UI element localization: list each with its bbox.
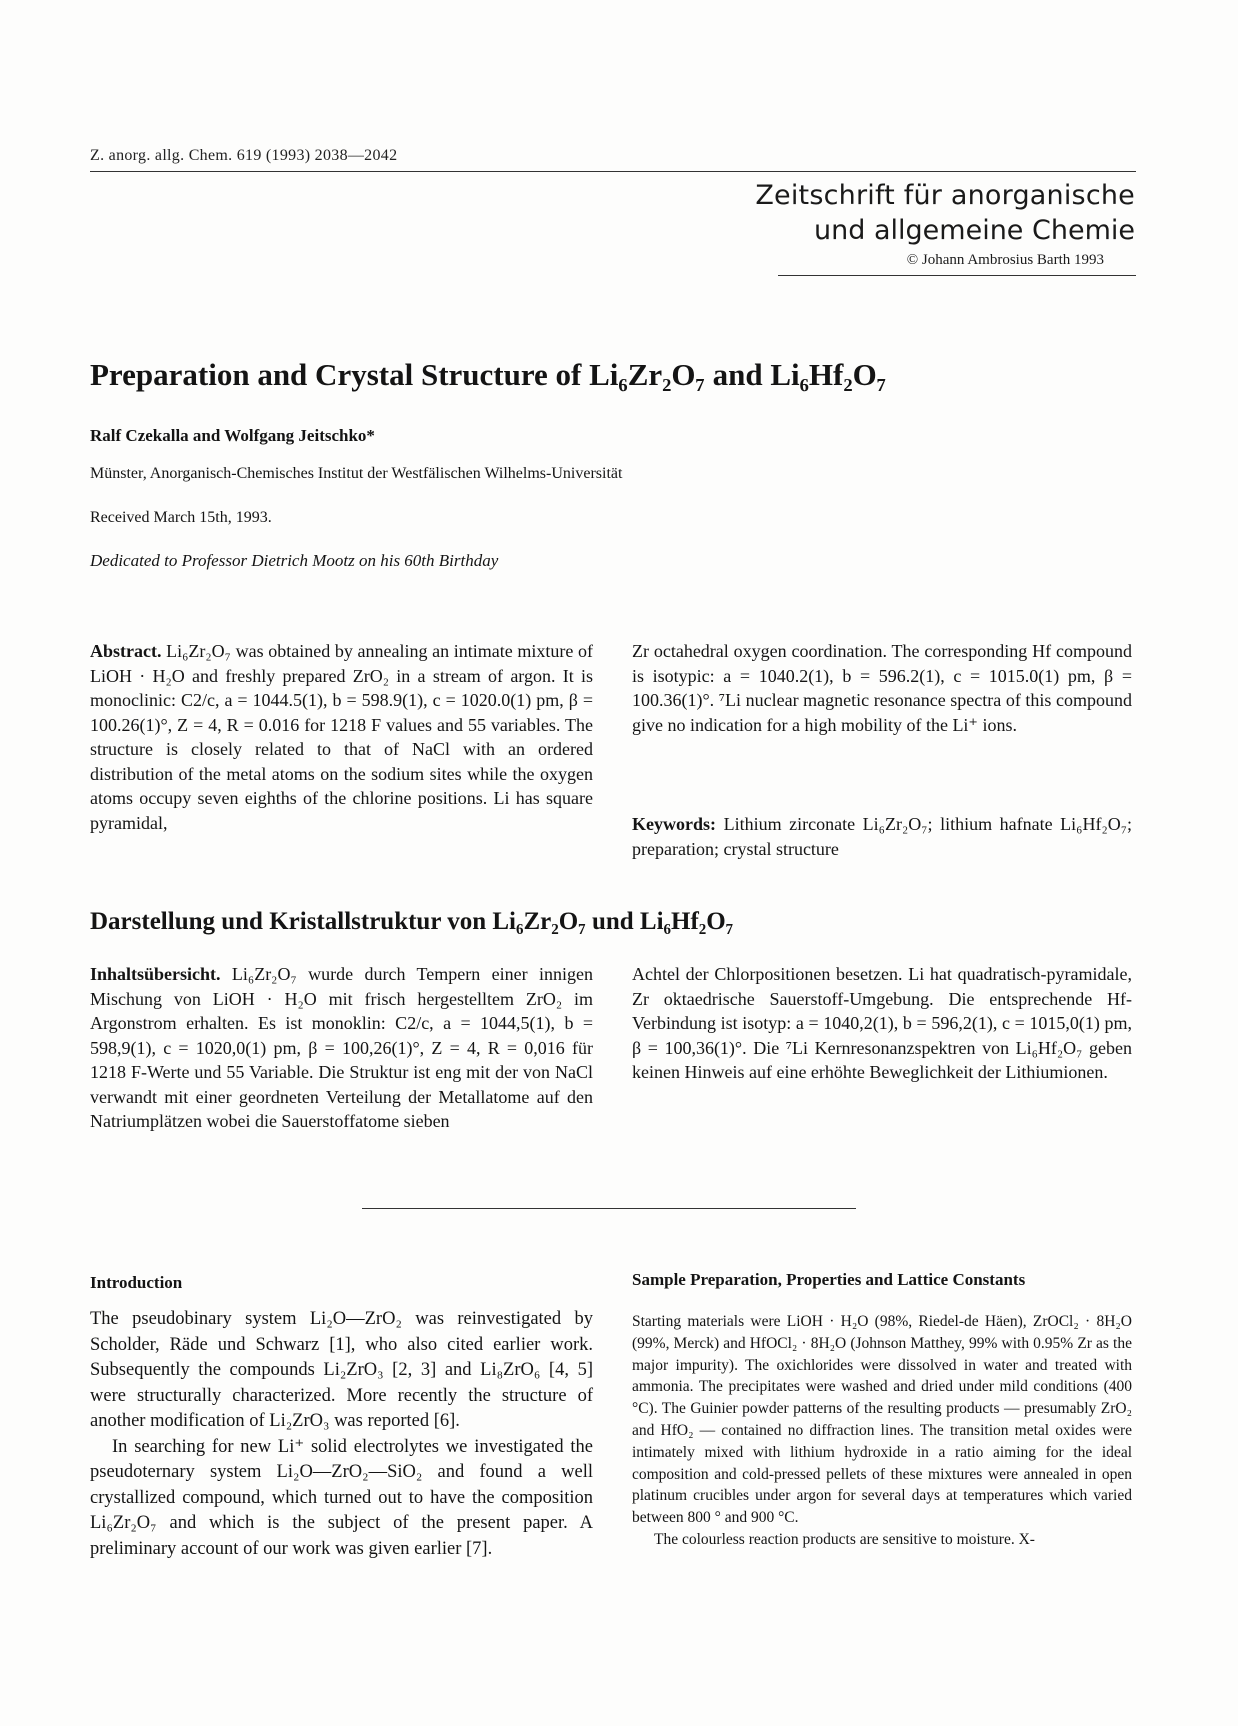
introduction-paragraph: In searching for new Li⁺ solid electrolytes we investigated the pseudoternary system Li₂O—ZrO₂—SiO₂ and found a well crystallized compound, which turned out to have the composition Li₆Zr₂O₇ and which is the subject of the present paper. A preliminary account of our work was given earlier [7]. (90, 1436, 593, 1559)
dedication: Dedicated to Professor Dietrich Mootz on his 60th Birthday (90, 551, 499, 570)
keywords-text: Lithium zirconate Li₆Zr₂O₇; lithium hafnate Li₆Hf₂O₇; preparation; crystal structure (632, 814, 1133, 859)
abstract-block (90, 639, 593, 835)
article-title: Preparation and Crystal Structure of Li₆Zr₂O₇ and Li₆Hf₂O₇ (90, 357, 887, 392)
author-affiliation: Münster, Anorganisch-Chemisches Institut der Westfälischen Wilhelms-Universität (90, 465, 623, 482)
journal-name-line2: und allgemeine Chemie (814, 215, 1135, 246)
abstract-text: Li₆Zr₂O₇ was obtained by annealing an intimate mixture of LiOH · H₂O and freshly prepared ZrO₂ in a stream of argon. It is monoclinic: C2/c, a = 1044.5(1), b = 598.9(1), c = 1020.0(1) pm, β = 100.26(1)°, Z = 4, R = 0.016 for 1218 F values and 55 variables. The structure is closely related to that of NaCl with an ordered distribution of the metal atoms on the sodium sites while the oxygen atoms occupy seven eighths of the chlorine positions. Li has square pyramidal, (90, 641, 594, 833)
article-authors: Ralf Czekalla and Wolfgang Jeitschko* (90, 426, 375, 445)
brand-rule (778, 275, 1136, 276)
sample-preparation-body (632, 1311, 1132, 1551)
column-continuation: Achtel der Chlorpositionen besetzen. Li hat quadratisch-pyramidale, Zr oktaedrische Sauerstoff-Umgebung. Die entsprechende Hf-Verbindung ist isotyp: a = 1040,2(1), b = 596,2(1), c = 1015,0(1) pm, β = 100,36(1)°. Die ⁷Li Kernresonanzspektren von Li₆Hf₂O₇ geben keinen Hinweis auf eine erhöhte Beweglichkeit der Lithiumionen. (632, 964, 1132, 1082)
keywords-block (632, 812, 1132, 861)
sample-preparation-paragraph: The colourless reaction products are sensitive to moisture. X- (654, 1530, 1035, 1548)
german-title: Darstellung und Kristallstruktur von Li₆Zr₂O₇ und Li₆Hf₂O₇ (90, 908, 734, 935)
introduction-paragraph: The pseudobinary system Li₂O—ZrO₂ was reinvestigated by Scholder, Räde und Schwarz [1], who also cited earlier work. Subsequently the compounds Li₂ZrO₃ [2, 3] and Li₈ZrO₆ [4, 5] were structurally characterized. More recently the structure of another modification of Li₂ZrO₃ was reported [6]. (90, 1309, 593, 1431)
introduction-heading: Introduction (90, 1273, 183, 1292)
journal-name-line1: Zeitschrift für anorganische (755, 180, 1135, 211)
section-divider (362, 1208, 856, 1209)
column-continuation: Zr octahedral oxygen coordination. The corresponding Hf compound is isotypic: a = 1040.2(1), b = 596.2(1), c = 1015.0(1) pm, β = 100.36(1)°. ⁷Li nuclear magnetic resonance spectra of this compound give no indication for a high mobility of the Li⁺ ions. (632, 641, 1132, 735)
german-summary-label: Inhaltsübersicht. (90, 964, 221, 984)
german-summary-block (90, 962, 593, 1134)
received-date: Received March 15th, 1993. (90, 509, 272, 526)
sample-preparation-paragraph: Starting materials were LiOH · H₂O (98%, Riedel-de Häen), ZrOCl₂ · 8H₂O (99%, Merck) and HfOCl₂ · 8H₂O (Johnson Matthey, 99% with 0.95% Zr as the major impurity). The oxichlorides were dissolved in water and treated with ammonia. The precipitates were washed and dried under mild conditions (400 °C). The Guinier powder patterns of the resulting products — presumably ZrO₂ and HfO₂ — contained no diffraction lines. The transition metal oxides were intimately mixed with lithium hydroxide in a ratio aiming for the ideal composition and cold-pressed pellets of these mixtures were annealed in open platinum crucibles under argon for several days at temperatures which varied between 800 ° and 900 °C. (632, 1313, 1132, 1527)
header-rule (90, 171, 1136, 172)
journal-citation: Z. anorg. allg. Chem. 619 (1993) 2038—2042 (90, 147, 398, 164)
german-summary-text: Li₆Zr₂O₇ wurde durch Tempern einer innigen Mischung von LiOH · H₂O mit frisch hergestelltem ZrO₂ im Argonstrom erhalten. Es ist monoklin: C2/c, a = 1044,5(1), b = 598,9(1), c = 1020,0(1) pm, β = 100,26(1)°, Z = 4, R = 0,016 für 1218 F-Werte und 55 Variable. Die Struktur ist eng mit der von NaCl verwandt mit einer geordneten Verteilung der Metallatome auf den Natriumplätzen wobei die Sauerstoffatome sieben (90, 964, 593, 1131)
introduction-body (90, 1307, 593, 1562)
copyright-notice: © Johann Ambrosius Barth 1993 (906, 252, 1104, 268)
sample-preparation-heading: Sample Preparation, Properties and Lattice Constants (632, 1270, 1026, 1289)
abstract-label: Abstract. (90, 641, 162, 661)
keywords-label: Keywords: (632, 814, 716, 834)
